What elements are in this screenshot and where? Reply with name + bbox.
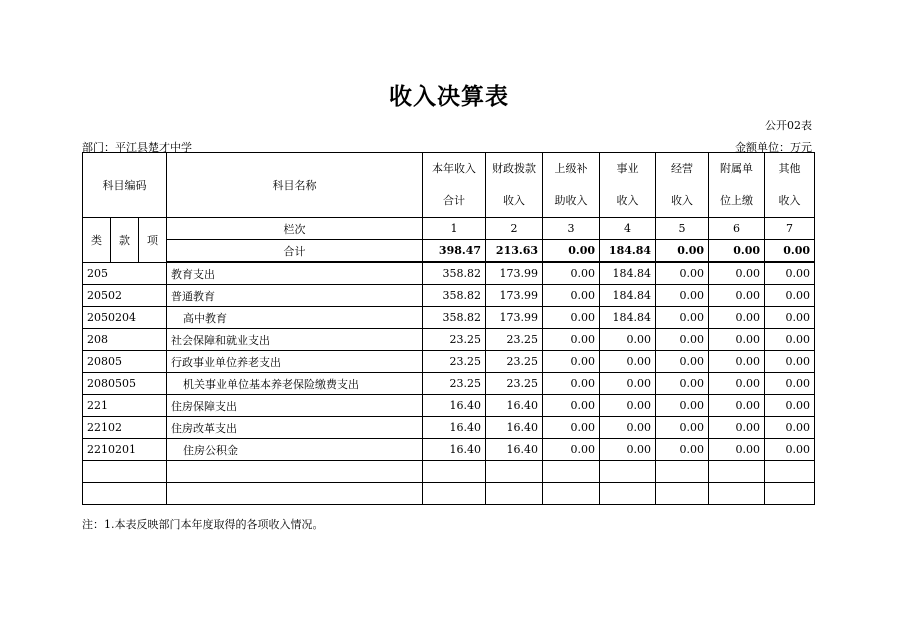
table-row	[83, 329, 815, 351]
amount-cell: 0.00	[765, 351, 815, 373]
subject-name: 住房保障支出	[167, 395, 423, 417]
total-value: 184.84	[600, 240, 656, 263]
amount-cell: 23.25	[486, 351, 543, 373]
subject-name: 行政事业单位养老支出	[167, 351, 423, 373]
item-header: 项	[139, 218, 167, 263]
table-row	[83, 417, 815, 439]
amount-cell: 0.00	[765, 439, 815, 461]
subject-code: 20502	[83, 285, 167, 307]
amount-cell: 0.00	[709, 329, 765, 351]
amount-cell: 0.00	[709, 395, 765, 417]
class-header: 类	[83, 218, 111, 263]
amount-cell: 0.00	[600, 417, 656, 439]
total-value: 213.63	[486, 240, 543, 263]
col-number: 2	[486, 218, 543, 240]
subject-code-header: 科目编码	[83, 153, 167, 218]
amount-cell: 0.00	[656, 307, 709, 329]
amount-cell: 0.00	[656, 351, 709, 373]
col-number: 5	[656, 218, 709, 240]
amount-cell: 0.00	[600, 395, 656, 417]
amount-cell: 0.00	[656, 373, 709, 395]
col-header-7: 其他 收入	[765, 153, 815, 218]
total-value: 0.00	[765, 240, 815, 263]
form-code: 公开02表	[765, 119, 812, 132]
table-row	[83, 285, 815, 307]
amount-cell: 0.00	[543, 417, 600, 439]
amount-cell: 184.84	[600, 285, 656, 307]
empty-row	[83, 483, 815, 505]
empty-row	[83, 461, 815, 483]
subject-name-header: 科目名称	[167, 153, 423, 218]
amount-cell: 184.84	[600, 307, 656, 329]
amount-cell: 23.25	[423, 373, 486, 395]
amount-cell: 0.00	[543, 329, 600, 351]
subject-name: 普通教育	[167, 285, 423, 307]
table-row	[83, 395, 815, 417]
col-number: 4	[600, 218, 656, 240]
subject-code: 2080505	[83, 373, 167, 395]
amount-cell: 173.99	[486, 262, 543, 285]
total-label: 合计	[167, 240, 423, 263]
total-value: 0.00	[543, 240, 600, 263]
amount-cell: 0.00	[765, 262, 815, 285]
amount-cell: 0.00	[656, 262, 709, 285]
col-number: 1	[423, 218, 486, 240]
col-number: 7	[765, 218, 815, 240]
table-row	[83, 307, 815, 329]
column-order-row	[83, 218, 815, 240]
amount-cell: 16.40	[486, 417, 543, 439]
column-order-label: 栏次	[167, 218, 423, 240]
col-header-3: 上级补 助收入	[543, 153, 600, 218]
amount-cell: 173.99	[486, 285, 543, 307]
amount-cell: 23.25	[486, 373, 543, 395]
amount-cell: 0.00	[656, 395, 709, 417]
amount-cell: 0.00	[765, 285, 815, 307]
subject-name: 高中教育	[167, 307, 423, 329]
amount-cell: 0.00	[765, 307, 815, 329]
amount-cell: 0.00	[656, 439, 709, 461]
amount-cell: 0.00	[600, 351, 656, 373]
amount-cell: 0.00	[543, 395, 600, 417]
amount-cell: 0.00	[656, 417, 709, 439]
subject-name: 教育支出	[167, 262, 423, 285]
subject-name: 社会保障和就业支出	[167, 329, 423, 351]
amount-cell: 0.00	[709, 285, 765, 307]
amount-cell: 0.00	[709, 307, 765, 329]
amount-cell: 184.84	[600, 262, 656, 285]
subject-name: 机关事业单位基本养老保险缴费支出	[167, 373, 423, 395]
amount-cell: 0.00	[543, 439, 600, 461]
total-value: 0.00	[656, 240, 709, 263]
amount-cell: 0.00	[765, 329, 815, 351]
amount-cell: 0.00	[543, 262, 600, 285]
amount-cell: 358.82	[423, 307, 486, 329]
section-header: 款	[111, 218, 139, 263]
amount-cell: 23.25	[423, 351, 486, 373]
amount-cell: 0.00	[543, 351, 600, 373]
table-row	[83, 262, 815, 285]
total-value: 398.47	[423, 240, 486, 263]
amount-cell: 0.00	[709, 351, 765, 373]
unit-label: 金额单位：万元	[735, 141, 812, 154]
col-number: 3	[543, 218, 600, 240]
subject-name: 住房公积金	[167, 439, 423, 461]
col-header-1: 本年收入 合计	[423, 153, 486, 218]
amount-cell: 0.00	[600, 329, 656, 351]
amount-cell: 0.00	[600, 373, 656, 395]
col-header-5: 经营 收入	[656, 153, 709, 218]
amount-cell: 0.00	[709, 417, 765, 439]
subject-code: 22102	[83, 417, 167, 439]
subject-code: 208	[83, 329, 167, 351]
amount-cell: 16.40	[486, 395, 543, 417]
total-value: 0.00	[709, 240, 765, 263]
table-row	[83, 439, 815, 461]
subject-name: 住房改革支出	[167, 417, 423, 439]
subject-code: 2210201	[83, 439, 167, 461]
total-row	[83, 240, 815, 263]
footnote: 注：1.本表反映部门本年度取得的各项收入情况。	[82, 518, 324, 531]
amount-cell: 0.00	[765, 417, 815, 439]
subject-code: 2050204	[83, 307, 167, 329]
col-header-6: 附属单 位上缴	[709, 153, 765, 218]
amount-cell: 0.00	[543, 373, 600, 395]
col-header-4: 事业 收入	[600, 153, 656, 218]
subject-code: 205	[83, 262, 167, 285]
amount-cell: 0.00	[656, 329, 709, 351]
page-title: 收入决算表	[389, 83, 509, 110]
amount-cell: 0.00	[543, 285, 600, 307]
amount-cell: 16.40	[423, 439, 486, 461]
amount-cell: 0.00	[543, 307, 600, 329]
table-row	[83, 351, 815, 373]
income-table	[82, 152, 815, 505]
subject-code: 221	[83, 395, 167, 417]
amount-cell: 0.00	[709, 262, 765, 285]
col-header-2: 财政拨款 收入	[486, 153, 543, 218]
subject-code: 20805	[83, 351, 167, 373]
amount-cell: 0.00	[765, 373, 815, 395]
amount-cell: 0.00	[765, 395, 815, 417]
amount-cell: 16.40	[486, 439, 543, 461]
amount-cell: 0.00	[656, 285, 709, 307]
amount-cell: 0.00	[709, 439, 765, 461]
amount-cell: 23.25	[486, 329, 543, 351]
amount-cell: 358.82	[423, 285, 486, 307]
table-row	[83, 373, 815, 395]
department-label: 部门：平江县楚才中学	[82, 141, 192, 154]
amount-cell: 358.82	[423, 262, 486, 285]
amount-cell: 23.25	[423, 329, 486, 351]
amount-cell: 0.00	[709, 373, 765, 395]
amount-cell: 0.00	[600, 439, 656, 461]
amount-cell: 173.99	[486, 307, 543, 329]
col-number: 6	[709, 218, 765, 240]
amount-cell: 16.40	[423, 417, 486, 439]
amount-cell: 16.40	[423, 395, 486, 417]
